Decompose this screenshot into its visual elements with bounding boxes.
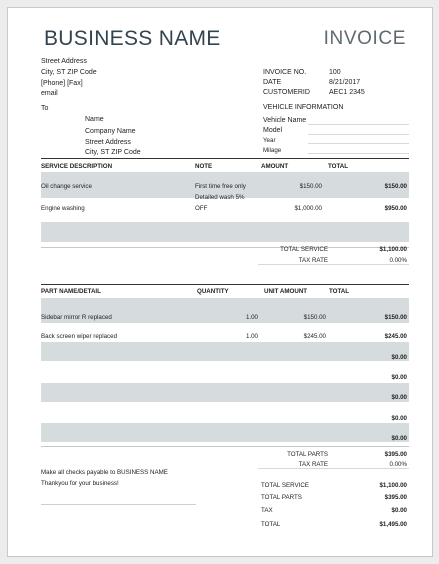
- part-row-2-name: Back screen wiper replaced: [41, 333, 118, 340]
- service-description-header: SERVICE DESCRIPTION: [41, 163, 113, 170]
- customer-id: AEC1 2345: [329, 89, 365, 96]
- summary-total-service-value: $1,100.00: [379, 482, 407, 489]
- part-row-7-total: $0.00: [391, 435, 407, 442]
- summary-tax-label: TAX: [261, 507, 273, 514]
- service-tax-rate-value: 0.00%: [389, 257, 407, 264]
- vehicle-year-field: Year: [263, 137, 276, 144]
- service-row-2-total: $950.00: [384, 205, 407, 212]
- business-name: BUSINESS NAME: [44, 27, 221, 50]
- invoice-title: INVOICE: [323, 28, 406, 49]
- service-row-1-total: $150.00: [384, 183, 407, 190]
- service-row-1-note: First time free only: [195, 183, 246, 190]
- parts-tax-rate-value: 0.00%: [389, 461, 407, 468]
- service-row-1-description: Oil change service: [41, 183, 92, 190]
- company-phone-fax: [Phone] [Fax]: [41, 80, 83, 87]
- service-row-2-note-line2: OFF: [195, 205, 208, 212]
- vehicle-name-field: Vehicle Name: [263, 117, 307, 124]
- summary-total-parts-value: $395.00: [384, 494, 407, 501]
- part-row-5-total: $0.00: [391, 394, 407, 401]
- summary-total-service-label: TOTAL SERVICE: [261, 482, 309, 489]
- bill-to-company: Company Name: [85, 128, 136, 135]
- part-row-6-total: $0.00: [391, 415, 407, 422]
- service-tax-rate-label: TAX RATE: [298, 257, 328, 264]
- payment-note: Make all checks payable to BUSINESS NAME: [41, 469, 168, 476]
- company-email: email: [41, 90, 58, 97]
- summary-total-parts-label: TOTAL PARTS: [261, 494, 302, 501]
- parts-tax-rate-label: TAX RATE: [298, 461, 328, 468]
- service-amount-header: AMOUNT: [261, 163, 289, 170]
- service-note-header: NOTE: [195, 163, 213, 170]
- service-total-header: TOTAL: [328, 163, 349, 170]
- summary-tax-value: $0.00: [391, 507, 407, 514]
- company-street: Street Address: [41, 58, 87, 65]
- total-service-label: TOTAL SERVICE: [280, 246, 328, 253]
- invoice-number: 100: [329, 69, 341, 76]
- table-row: [41, 222, 409, 242]
- total-service-value: $1,100.00: [379, 246, 407, 253]
- part-row-2-total: $245.00: [384, 333, 407, 340]
- service-row-1-amount: $150.00: [299, 183, 322, 190]
- invoice-date-label: DATE: [263, 79, 282, 86]
- bill-to-name: Name: [85, 116, 104, 123]
- part-row-1-name: Sidebar mirror R replaced: [41, 314, 112, 321]
- invoice-date: 8/21/2017: [329, 79, 361, 86]
- part-row-4-total: $0.00: [391, 374, 407, 381]
- vehicle-info-title: VEHICLE INFORMATION: [263, 104, 344, 111]
- bill-to-street: Street Address: [85, 139, 131, 146]
- part-row-1-unit: $150.00: [303, 314, 326, 321]
- part-total-header: TOTAL: [329, 288, 350, 295]
- part-name-header: PART NAME/DETAIL: [41, 288, 101, 295]
- summary-grand-total-label: TOTAL: [261, 521, 281, 528]
- customer-id-label: CUSTOMERID: [263, 89, 310, 96]
- total-parts-label: TOTAL PARTS: [287, 451, 328, 458]
- service-row-2-description: Engine washing: [41, 205, 85, 212]
- thank-you-note: Thankyou for your business!: [41, 480, 119, 487]
- summary-grand-total-value: $1,495.00: [379, 521, 407, 528]
- service-row-2-amount: $1,000.00: [294, 205, 322, 212]
- total-parts-value: $395.00: [384, 451, 407, 458]
- vehicle-model-field: Model: [263, 127, 283, 134]
- part-row-1-quantity: 1.00: [245, 314, 258, 321]
- bill-to-label: To: [41, 105, 49, 112]
- invoice-number-label: INVOICE NO.: [263, 69, 307, 76]
- part-row-2-unit: $245.00: [303, 333, 326, 340]
- vehicle-milage-field: Milage: [263, 147, 282, 154]
- invoice-page: [7, 7, 433, 557]
- part-row-1-total: $150.00: [384, 314, 407, 321]
- company-city: City, ST ZIP Code: [41, 69, 97, 76]
- signature-line: [41, 504, 196, 505]
- service-row-2-note-line1: Detailed wash 5%: [195, 194, 245, 201]
- part-row-3-total: $0.00: [391, 354, 407, 361]
- part-quantity-header: QUANTITY: [197, 288, 229, 295]
- bill-to-city: City, ST ZIP Code: [85, 149, 141, 156]
- part-unit-amount-header: UNIT AMOUNT: [264, 288, 308, 295]
- part-row-2-quantity: 1.00: [245, 333, 258, 340]
